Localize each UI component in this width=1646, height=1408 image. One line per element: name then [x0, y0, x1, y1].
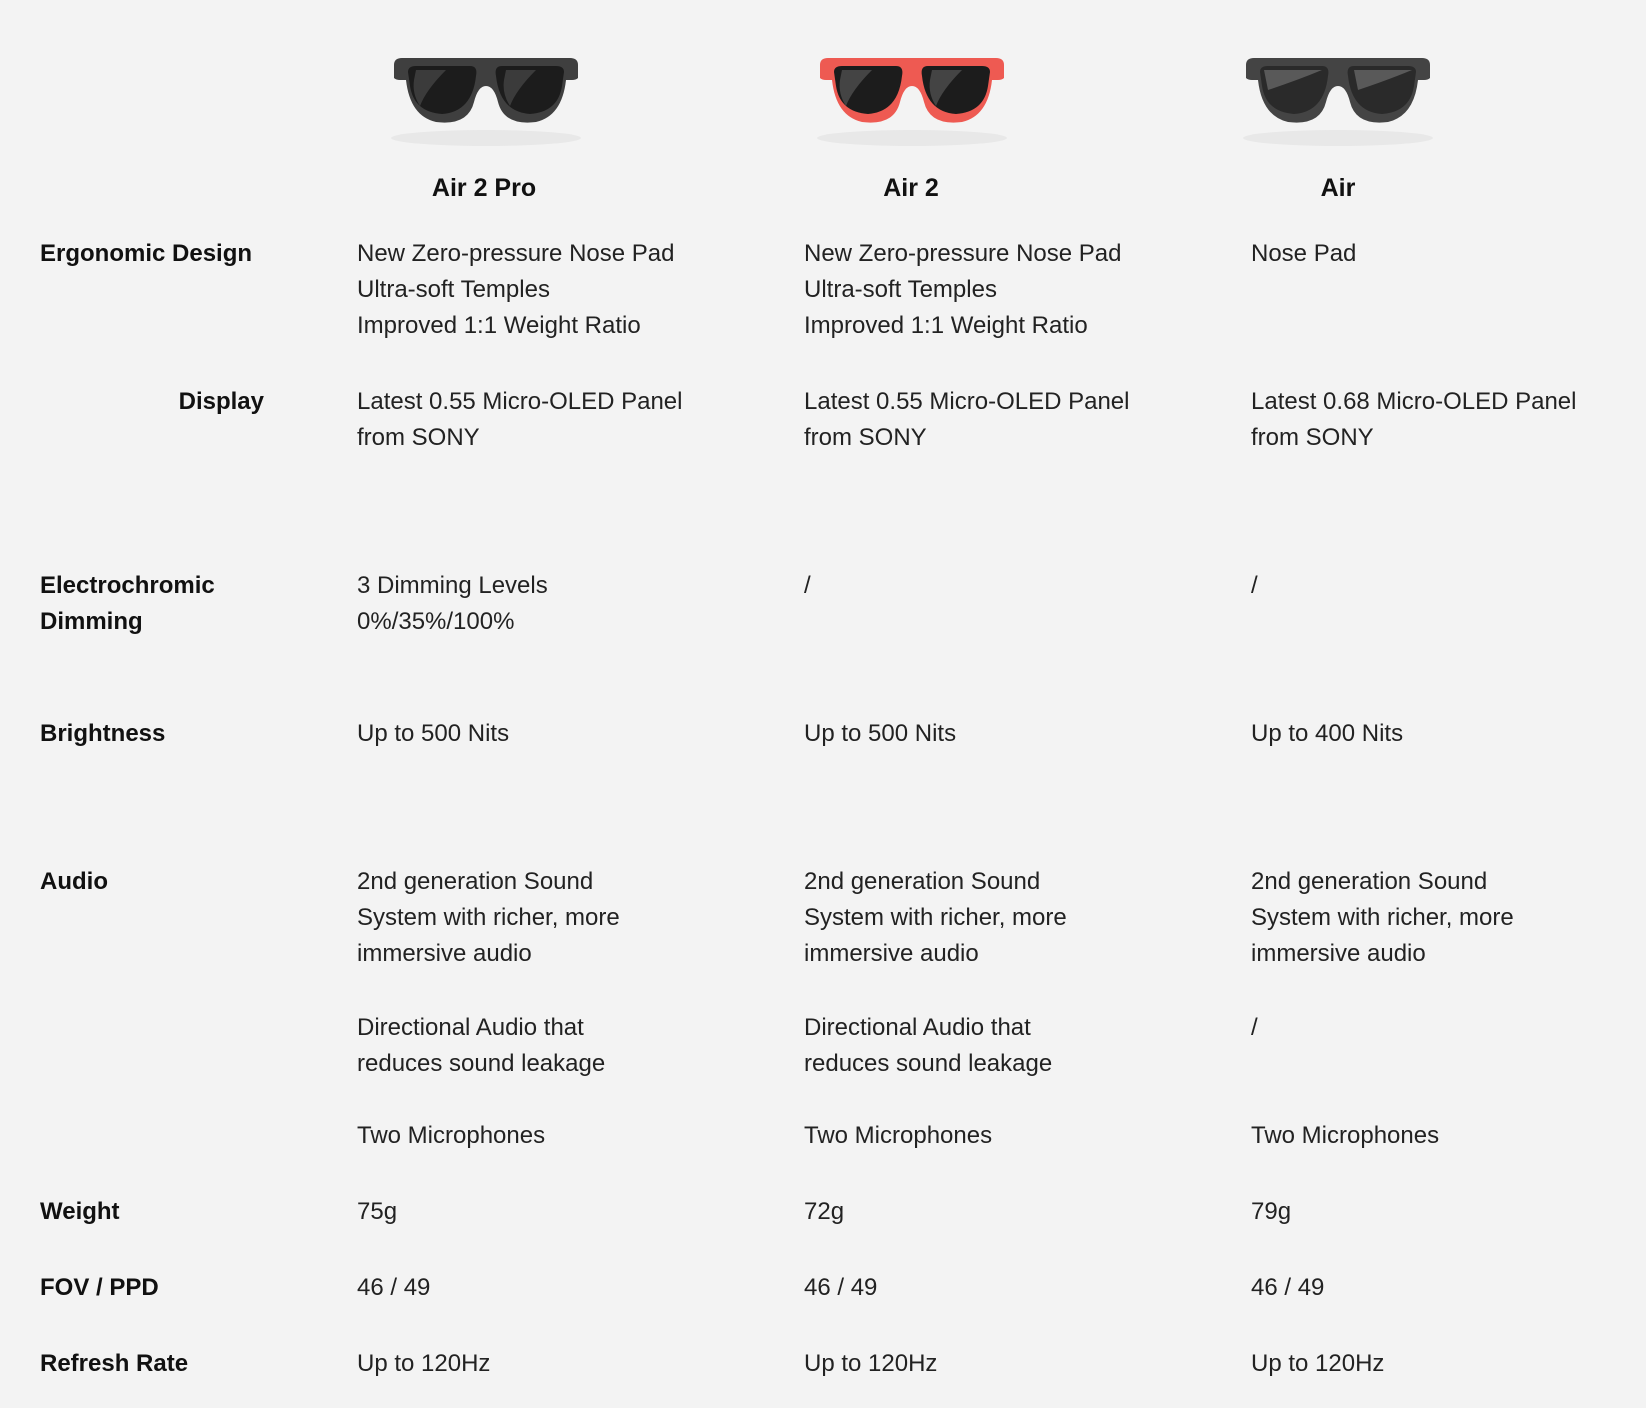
- row-label-refresh-rate: Refresh Rate: [40, 1350, 189, 1377]
- cell-refresh-air-2-pro: Up to 120Hz: [357, 1350, 491, 1377]
- cell-audio-mic-air: Two Microphones: [1251, 1122, 1440, 1149]
- sunglasses-air-2-pro-image: [386, 50, 586, 150]
- cell-dimming-air: /: [1251, 572, 1258, 599]
- cell-ergonomic-air-2-pro: New Zero-pressure Nose Pad Ultra-soft Temples Improved 1:1 Weight Ratio: [357, 240, 675, 339]
- cell-display-air: Latest 0.68 Micro-OLED Panel from SONY: [1251, 388, 1577, 451]
- row-label-brightness: Brightness: [40, 720, 166, 747]
- cell-brightness-air: Up to 400 Nits: [1251, 720, 1404, 747]
- cell-brightness-air-2-pro: Up to 500 Nits: [357, 720, 510, 747]
- cell-dimming-air-2: /: [804, 572, 811, 599]
- cell-display-air-2: Latest 0.55 Micro-OLED Panel from SONY: [804, 388, 1130, 451]
- product-name-air: Air: [1320, 174, 1356, 202]
- cell-display-air-2-pro: Latest 0.55 Micro-OLED Panel from SONY: [357, 388, 683, 451]
- cell-ergonomic-air: Nose Pad: [1251, 240, 1357, 267]
- cell-audio-sound-air-2-pro: 2nd generation Sound System with richer, more immersive audio: [357, 868, 620, 967]
- cell-audio-directional-air: /: [1251, 1014, 1258, 1041]
- product-name-air-2: Air 2: [883, 174, 939, 202]
- cell-fov-air-2: 46 / 49: [804, 1274, 878, 1301]
- cell-audio-mic-air-2-pro: Two Microphones: [357, 1122, 546, 1149]
- cell-refresh-air-2: Up to 120Hz: [804, 1350, 938, 1377]
- cell-dimming-air-2-pro: 3 Dimming Levels 0%/35%/100%: [357, 572, 548, 635]
- sunglasses-air-image: [1238, 50, 1438, 150]
- cell-weight-air-2: 72g: [804, 1198, 845, 1225]
- cell-refresh-air: Up to 120Hz: [1251, 1350, 1385, 1377]
- cell-audio-mic-air-2: Two Microphones: [804, 1122, 993, 1149]
- sunglasses-air-2-image: [812, 50, 1012, 150]
- row-label-display: Display: [178, 388, 264, 415]
- cell-weight-air: 79g: [1251, 1198, 1292, 1225]
- cell-weight-air-2-pro: 75g: [357, 1198, 398, 1225]
- cell-fov-air: 46 / 49: [1251, 1274, 1325, 1301]
- row-label-electrochromic-dimming: Electrochromic Dimming: [40, 572, 215, 635]
- cell-audio-directional-air-2: Directional Audio that reduces sound leakage: [804, 1014, 1053, 1077]
- row-label-weight: Weight: [40, 1198, 120, 1225]
- cell-ergonomic-air-2: New Zero-pressure Nose Pad Ultra-soft Temples Improved 1:1 Weight Ratio: [804, 240, 1122, 339]
- product-name-air-2-pro: Air 2 Pro: [431, 174, 537, 202]
- row-label-audio: Audio: [40, 868, 108, 895]
- cell-brightness-air-2: Up to 500 Nits: [804, 720, 957, 747]
- cell-fov-air-2-pro: 46 / 49: [357, 1274, 431, 1301]
- cell-audio-directional-air-2-pro: Directional Audio that reduces sound leakage: [357, 1014, 606, 1077]
- row-label-fov-ppd: FOV / PPD: [40, 1274, 159, 1301]
- cell-audio-sound-air: 2nd generation Sound System with richer, more immersive audio: [1251, 868, 1514, 967]
- cell-audio-sound-air-2: 2nd generation Sound System with richer, more immersive audio: [804, 868, 1067, 967]
- row-label-ergonomic-design: Ergonomic Design: [40, 240, 253, 267]
